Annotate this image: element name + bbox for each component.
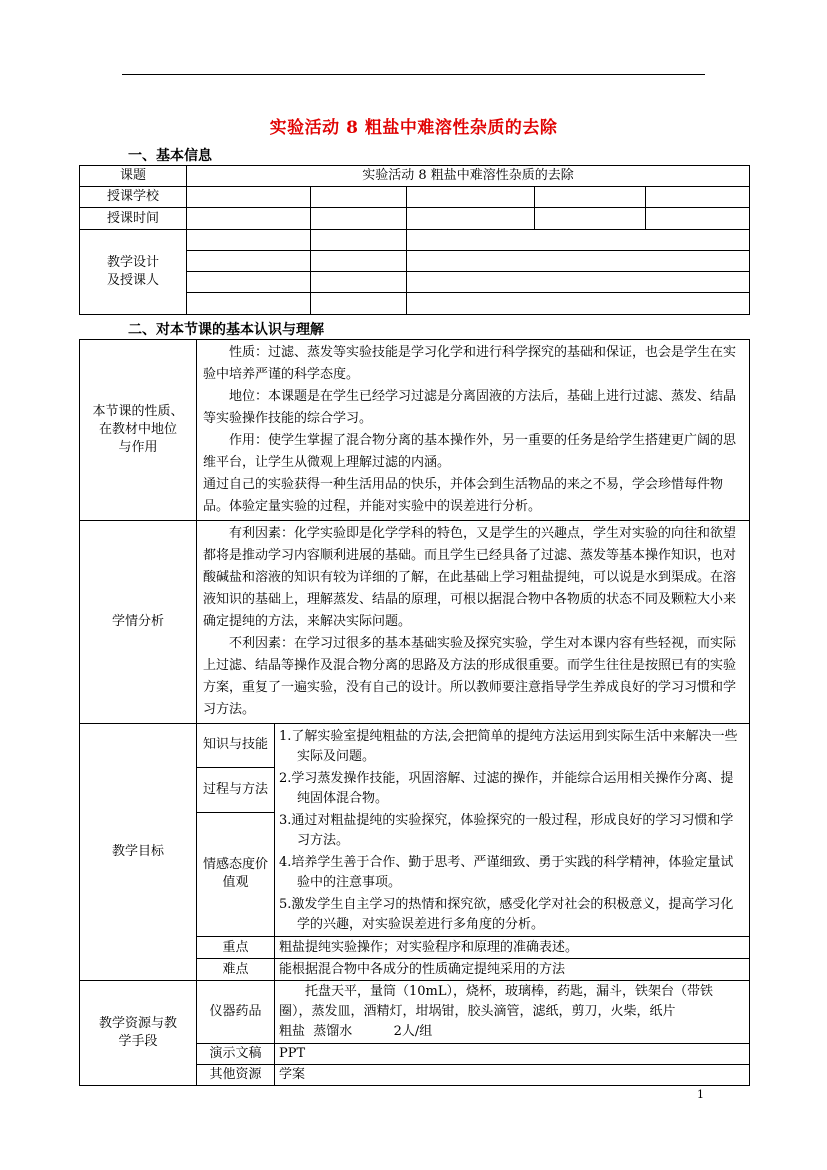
understanding-table xyxy=(79,339,750,1086)
goals-label: 教学目标 xyxy=(80,724,197,981)
design-cell xyxy=(407,230,750,251)
design-label xyxy=(80,230,187,315)
instruments-value xyxy=(275,981,750,1044)
design-cell xyxy=(407,293,750,315)
school-cell xyxy=(187,187,311,208)
header-rule xyxy=(122,74,705,75)
nature-label-line: 本节课的性质、 xyxy=(92,404,184,419)
goal-category-attitude: 情感态度价值观 xyxy=(197,812,275,936)
resources-label-line: 教学资源与教 xyxy=(98,1016,177,1031)
difficulty-value: 能根据混合物中各成分的性质确定提纯采用的方法 xyxy=(275,959,750,981)
design-cell xyxy=(187,272,311,293)
resources-label-line: 学手段 xyxy=(118,1034,158,1049)
goal-item: 3.通过对粗盐提纯的实验探究，体验探究的一般过程，形成良好的学习习惯和学习方法。 xyxy=(279,813,734,848)
school-cell xyxy=(646,187,750,208)
instruments-list: 托盘天平，量筒（10mL），烧杯，玻璃棒，药匙，漏斗，铁架台（带铁圈），蒸发皿，酒精灯，坩埚钳，胶头滴管，滤纸，剪刀，火柴，纸片 xyxy=(279,984,714,1019)
design-cell xyxy=(187,251,311,272)
page-title: 实验活动 8 粗盐中难溶性杂质的去除 xyxy=(269,118,558,138)
time-cell xyxy=(535,208,646,230)
design-cell xyxy=(407,272,750,293)
other-resources-label: 其他资源 xyxy=(197,1065,275,1086)
school-cell xyxy=(407,187,535,208)
goal-item: 1.了解实验室提纯粗盐的方法,会把简单的提纯方法运用到实际生活中来解决一些实际及问题。 xyxy=(279,729,738,764)
time-label: 授课时间 xyxy=(80,208,187,230)
page-number: 1 xyxy=(697,1088,704,1101)
goal-item: 4.培养学生善于合作、勤于思考、严谨细致、勇于实践的科学精神，体验定量试验中的注意事项。 xyxy=(279,855,734,890)
analysis-paragraph: 不利因素：在学习过很多的基本基础实验及探究实验，学生对本课内容有些轻视，而实际上过滤、结晶等操作及混合物分离的思路及方法的形成很重要。而学生往往是按照已有的实验方案，重复了一遍实验，没有自己的设计。所以教师要注意指导学生养成良好的学习习惯和学习方法。 xyxy=(203,636,737,717)
time-cell xyxy=(187,208,311,230)
design-cell xyxy=(311,251,407,272)
school-cell xyxy=(311,187,407,208)
nature-label-line: 与作用 xyxy=(118,440,158,455)
nature-paragraph: 作用：使学生掌握了混合物分离的基本操作外，另一重要的任务是给学生搭建更广阔的思维平台，让学生从微观上理解过滤的内涵。 xyxy=(203,433,737,470)
basic-info-table xyxy=(79,165,750,315)
nature-label-line: 在教材中地位 xyxy=(98,422,177,437)
nature-paragraph: 性质：过滤、蒸发等实验技能是学习化学和进行科学探究的基础和保证，也会是学生在实验中培养严谨的科学态度。 xyxy=(203,345,737,382)
slides-value: PPT xyxy=(275,1044,750,1065)
topic-value: 实验活动 8 粗盐中难溶性杂质的去除 xyxy=(187,166,750,187)
analysis-label: 学情分析 xyxy=(80,521,197,724)
design-cell xyxy=(311,293,407,315)
instruments-label: 仪器药品 xyxy=(197,981,275,1044)
nature-paragraph: 通过自己的实验获得一种生活用品的快乐，并体会到生活物品的来之不易，学会珍惜每件物品。体验定量实验的过程，并能对实验中的误差进行分析。 xyxy=(203,477,724,514)
topic-label: 课题 xyxy=(80,166,187,187)
section-heading-basic: 一、基本信息 xyxy=(128,148,212,164)
design-label-line: 及授课人 xyxy=(106,273,159,288)
section-heading-understanding: 二、对本节课的基本认识与理解 xyxy=(128,322,324,338)
difficulty-label: 难点 xyxy=(197,959,275,981)
goal-item: 2.学习蒸发操作技能，巩固溶解、过滤的操作，并能综合运用相关操作分离、提纯固体混合物。 xyxy=(279,771,734,806)
goals-list xyxy=(275,724,750,937)
design-cell xyxy=(311,272,407,293)
time-cell xyxy=(311,208,407,230)
resources-label xyxy=(80,981,197,1086)
goal-category-process: 过程与方法 xyxy=(197,767,275,812)
slides-label: 演示文稿 xyxy=(197,1044,275,1065)
goal-item: 5.激发学生自主学习的热情和探究欲，感受化学对社会的积极意义，提高学习化学的兴趣，对实验误差进行多角度的分析。 xyxy=(279,897,734,932)
goal-category-knowledge: 知识与技能 xyxy=(197,724,275,768)
reagents-line: 粗盐 蒸馏水 2人/组 xyxy=(279,1024,433,1039)
nature-paragraph: 地位：本课题是在学生已经学习过滤是分离固液的方法后，基础上进行过滤、蒸发、结晶等实验操作技能的综合学习。 xyxy=(203,389,737,426)
other-resources-value: 学案 xyxy=(275,1065,750,1086)
nature-label xyxy=(80,340,197,521)
design-cell xyxy=(407,251,750,272)
school-cell xyxy=(535,187,646,208)
nature-content xyxy=(197,340,750,521)
design-label-line: 教学设计 xyxy=(106,255,159,270)
key-point-value: 粗盐提纯实验操作；对实验程序和原理的准确表述。 xyxy=(275,937,750,959)
key-point-label: 重点 xyxy=(197,937,275,959)
analysis-content xyxy=(197,521,750,724)
time-cell xyxy=(646,208,750,230)
analysis-paragraph: 有利因素：化学实验即是化学学科的特色，又是学生的兴趣点，学生对实验的向往和欲望都将是推动学习内容顺利进展的基础。而且学生已经具备了过滤、蒸发等基本操作知识，也对酸碱盐和溶液的知识有较为详细的了解，在此基础上学习粗盐提纯，可以说是水到渠成。在溶液知识的基础上，理解蒸发、结晶的原理，可根以据混合物中各物质的状态不同及颗粒大小来确定提纯的方法，来解决实际问题。 xyxy=(203,526,737,629)
design-cell xyxy=(187,230,311,251)
design-cell xyxy=(311,230,407,251)
design-cell xyxy=(187,293,311,315)
school-label: 授课学校 xyxy=(80,187,187,208)
time-cell xyxy=(407,208,535,230)
